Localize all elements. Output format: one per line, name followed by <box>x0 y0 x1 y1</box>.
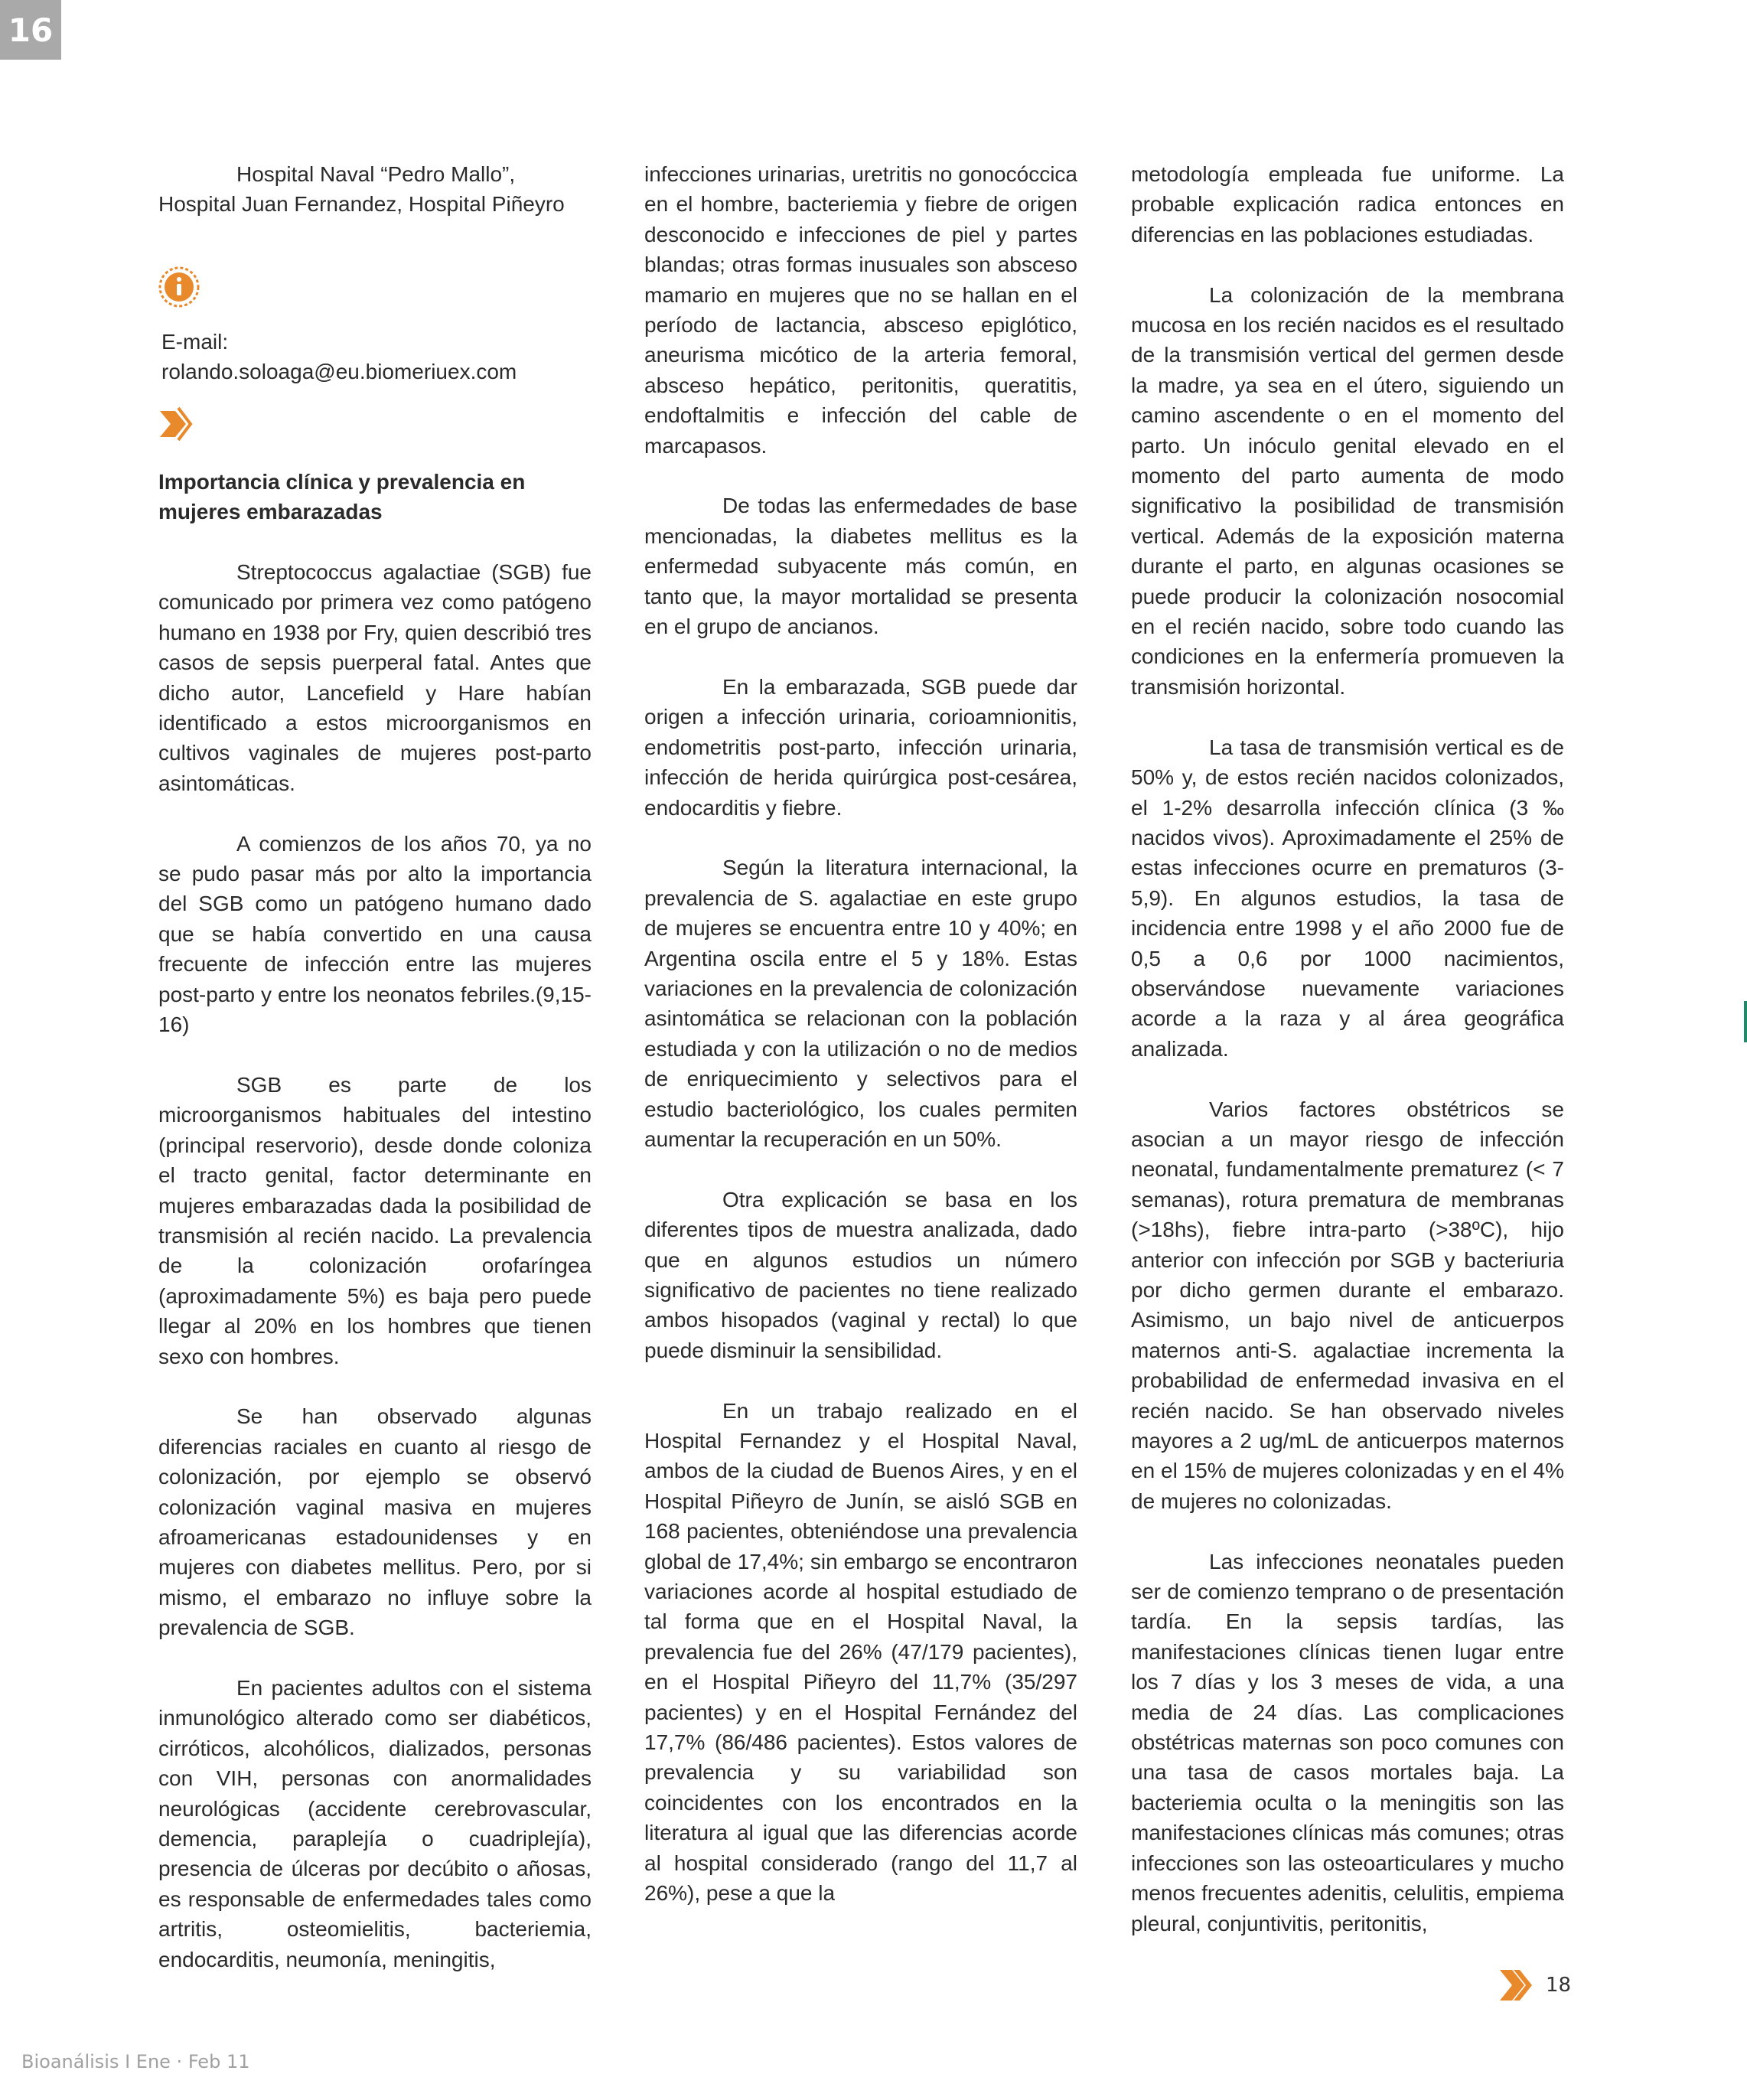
paragraph: En un trabajo realizado en el Hospital Fernandez y el Hospital Naval, ambos de la ciudad de Buenos Aires, y en el Hospital Piñeyro de Junín, se aisló SGB en 168 pacientes, obteniéndose una prevalencia global de 17,4%; sin embargo se encontraron variaciones acorde al hospital estudiado de tal forma que en el Hospital Naval, la prevalencia fue del 26% (47/179 pacientes), en el Hospital Piñeyro del 11,7% (35/297 pacientes) y en el Hospital Fernández del 17,7% (86/486 pacientes). Estos valores de prevalencia y su variabilidad son coincidentes con los encontrados en la literatura al igual que las diferencias acorde al hospital considerado (rango del 11,7 al 26%), pese a que la <box>644 1398 1077 1906</box>
footer-page-marker <box>1498 1967 1571 2004</box>
paragraph: Otra explicación se basa en los diferentes tipos de muestra analizada, dado que en algunos estudios un número significativo de pacientes no tiene realizado ambos hisopados (vaginal y rectal) lo que puede disminuir la sensibilidad. <box>644 1187 1077 1362</box>
column-2 <box>644 159 1077 1908</box>
edge-marker <box>1744 1001 1747 1042</box>
section-heading: Importancia clínica y prevalencia en mujeres embarazadas <box>158 469 526 524</box>
paragraph: infecciones urinarias, uretritis no gonocóccica en el hombre, bacteriemia y fiebre de origen desconocido e infecciones de piel y partes blandas; otras formas inusuales son absceso mamario en mujeres que no se hallan en el período de lactancia, absceso epiglótico, aneurisma micótico de la arteria femoral, absceso hepático, peritonitis, queratitis, endoftalmitis e infección del cable de marcapasos. <box>644 162 1077 458</box>
column-1 <box>158 159 592 1974</box>
double-chevron-icon <box>158 403 194 445</box>
paragraph: La colonización de la membrana mucosa en los recién nacidos es el resultado de la transmisión vertical del germen desde la madre, ya sea en el útero, siguiendo un camino ascendente o en el momento del parto. Un inóculo genital elevado en el momento del parto aumenta de modo significativo la posibilidad de transmisión vertical. Además de la exposición materna durante el parto, en algunas ocasiones se puede producir la colonización nosocomial en el recién nacido, sobre todo cuando las condiciones en la enfermería promueven la transmisión horizontal. <box>1131 282 1564 699</box>
paragraph: En la embarazada, SGB puede dar origen a infección urinaria, corioamnionitis, endometritis post-parto, infección urinaria, infección de herida quirúrgica post-cesárea, endocarditis y fiebre. <box>644 674 1077 820</box>
double-chevron-icon <box>1498 1967 1535 2004</box>
journal-footer: Bioanálisis I Ene · Feb 11 <box>21 2051 250 2072</box>
email-address[interactable]: rolando.soloaga@eu.biomeriuex.com <box>161 360 517 384</box>
paragraph: La tasa de transmisión vertical es de 50% y, de estos recién nacidos colonizados, el 1-2% desarrolla infección clínica (3 ‰ nacidos vivos). Aproximadamente el 25% de estas infecciones ocurre en prematuros (3-5,9). En algunos estudios, la tasa de incidencia entre 1998 y el año 2000 fue de 0,5 a 0,6 por 1000 nacimientos, observándose nuevamente variaciones acorde a la raza y al área geográfica analizada. <box>1131 735 1564 1061</box>
page-number-tab: 16 <box>0 0 61 60</box>
paragraph: En pacientes adultos con el sistema inmunológico alterado como ser diabéticos, cirróticos, alcohólicos, dializados, personas con VIH, personas con anormalidades neurológicas (accidente cerebrovascular, demencia, paraplejía o cuadriplejía), presencia de úlceras por decúbito o añosas, es responsable de enfermedades tales como artritis, osteomielitis, bacteriemia, endocarditis, neumonía, meningitis, <box>158 1676 592 1971</box>
author-affiliation: Hospital Naval “Pedro Mallo”, Hospital Juan Fernandez, Hospital Piñeyro <box>158 162 565 217</box>
email-block <box>161 327 592 387</box>
paragraph: Las infecciones neonatales pueden ser de comienzo temprano o de presentación tardía. En la sepsis tardías, las manifestaciones clínicas tienen lugar entre los 7 días y los 3 meses de vida, a una media de 24 días. Las complicaciones obstétricas maternas son poco comunes con una tasa de casos mortales baja. La bacteriemia oculta o la meningitis son las manifestaciones clínicas más comunes; otras infecciones son las osteoarticulares y mucho menos frecuentes adenitis, celulitis, empiema pleural, conjuntivitis, peritonitis, <box>1131 1549 1564 1935</box>
paragraph: metodología empleada fue uniforme. La probable explicación radica entonces en diferencias en las poblaciones estudiadas. <box>1131 162 1564 246</box>
paragraph: Streptococcus agalactiae (SGB) fue comunicado por primera vez como patógeno humano en 1938 por Fry, quien describió tres casos de sepsis puerperal fatal. Antes que dicho autor, Lancefield y Hare habían identificado a estos microorganismos en cultivos vaginales de mujeres post-parto asintomáticas. <box>158 560 592 795</box>
paragraph: De todas las enfermedades de base mencionadas, la diabetes mellitus es la enfermedad subyacente más común, en tanto que, la mayor mortalidad se presenta en el grupo de ancianos. <box>644 494 1077 639</box>
paragraph: A comienzos de los años 70, ya no se pudo pasar más por alto la importancia del SGB como un patógeno humano dado que se había convertido en una causa frecuente de infección entre las mujeres post-parto y entre los neonatos febriles.(9,15-16) <box>158 831 592 1037</box>
paragraph: Se han observado algunas diferencias raciales en cuanto al riesgo de colonización, por ejemplo se observó colonización vaginal masiva en mujeres afroamericanas estadounidenses y en mujeres con diabetes mellitus. Pero, por si mismo, el embarazo no influye sobre la prevalencia de SGB. <box>158 1404 592 1640</box>
email-label: E-mail: <box>161 329 229 354</box>
paragraph: SGB es parte de los microorganismos habituales del intestino (principal reservorio), desde donde coloniza el tracto genital, factor determinante en mujeres embarazadas dada la posibilidad de transmisión al recién nacido. La prevalencia de la colonización orofaríngea (aproximadamente 5%) es baja pero puede llegar al 20% en los hombres que tienen sexo con hombres. <box>158 1072 592 1368</box>
column-3 <box>1131 159 1564 1939</box>
info-icon <box>158 266 200 308</box>
paragraph: Según la literatura internacional, la prevalencia de S. agalactiae en este grupo de mujeres se encuentra entre 10 y 40%; en Argentina oscila entre el 5 y 18%. Estas variaciones en la prevalencia de colonización asintomática se relacionan con la población estudiada y con la utilización o no de medios de enriquecimiento y selectivos para el estudio bacteriológico, los cuales permiten aumentar la recuperación en un 50%. <box>644 856 1077 1151</box>
page-number: 18 <box>1546 1974 1572 1997</box>
paragraph: Varios factores obstétricos se asocian a un mayor riesgo de infección neonatal, fundamentalmente prematurez (< 7 semanas), rotura prematura de membranas (>18hs), fiebre intra-parto (>38ºC), hijo anterior con infección por SGB y bacteriuria por dicho germen durante el embarazo. Asimismo, un bajo nivel de anticuerpos maternos anti-S. agalactiae incrementa la probabilidad de enfermedad invasiva en el recién nacido. Se han observado niveles mayores a 2 ug/mL de anticuerpos maternos en el 15% de mujeres colonizadas y en el 4% de mujeres no colonizadas. <box>1131 1097 1564 1513</box>
